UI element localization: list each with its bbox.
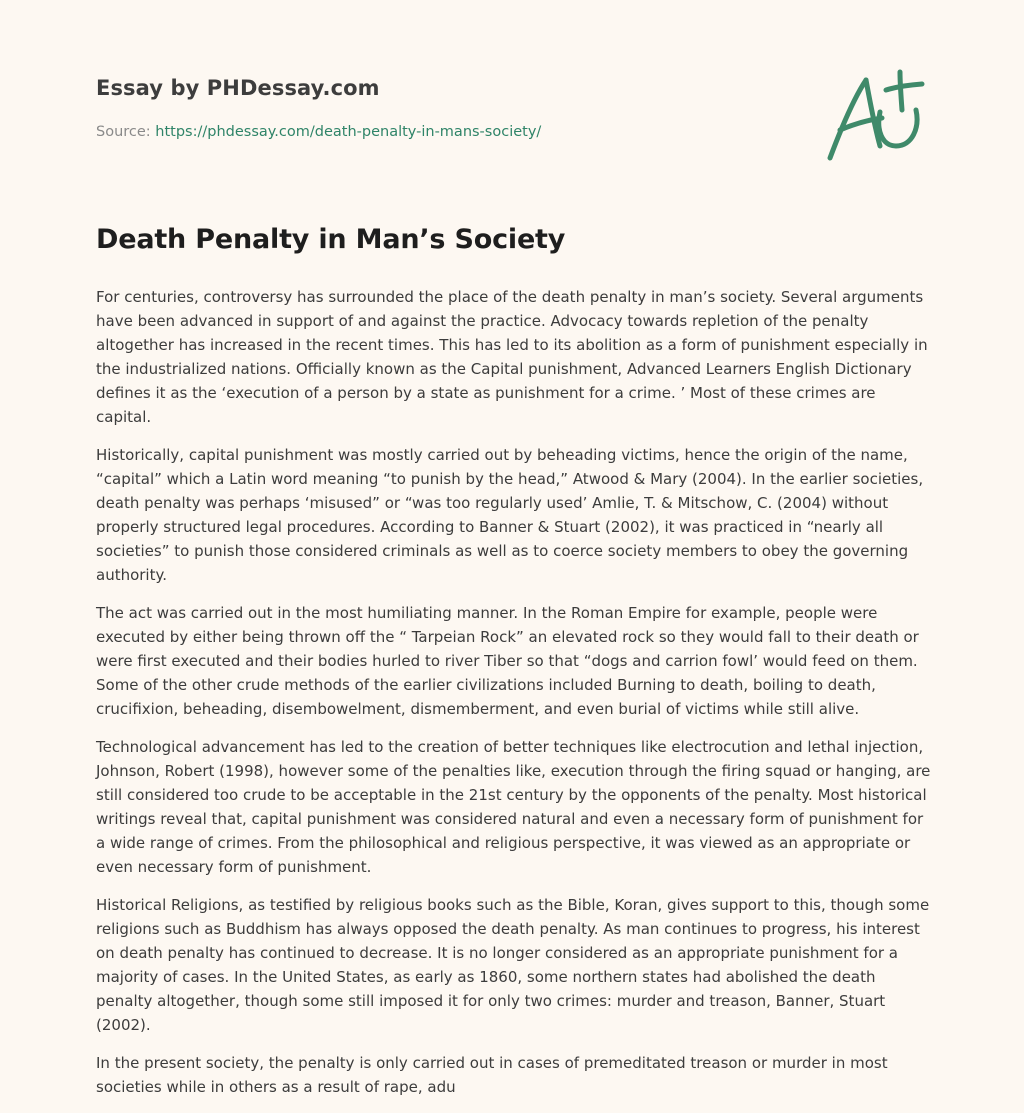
source-line: [96, 124, 541, 140]
article-paragraph: For centuries, controversy has surrounded the place of the death penalty in man’s society. Several arguments have been advanced in support of and against the practice. Advocacy towards repletion of the penalty altogether has increased in the recent times. This has led to its abolition as a form of punishment especially in the industrialized nations. Officially known as the Capital punishment, Advanced Learners English Dictionary defines it as the ‘execution of a person by a state as punishment for a crime. ’ Most of these crimes are capital.: [96, 288, 928, 426]
a-plus-logo-icon: [820, 66, 930, 166]
article-paragraph: The act was carried out in the most humiliating manner. In the Roman Empire for example, people were executed by either being thrown off the “ Tarpeian Rock” an elevated rock so they would fall to their death or were first executed and their bodies hurled to river Tiber so that “dogs and carrion fowl’ would feed on them. Some of the other crude methods of the earlier civilizations included Burning to death, boiling to death, crucifixion, beheading, disembowelment, dismemberment, and even burial of victims while still alive.: [96, 604, 919, 718]
article-paragraph: Technological advancement has led to the creation of better techniques like electrocution and lethal injection, Johnson, Robert (1998), however some of the penalties like, execution through the firing squad or hanging, are still considered too crude to be acceptable in the 21st century by the opponents of the penalty. Most historical writings reveal that, capital punishment was considered natural and even a necessary form of punishment for a wide range of crimes. From the philosophical and religious perspective, it was viewed as an appropriate or even necessary form of punishment.: [96, 738, 931, 876]
article-body: [96, 285, 934, 1113]
article-paragraph: Historical Religions, as testified by religious books such as the Bible, Koran, gives support to this, though some religions such as Buddhism has always opposed the death penalty. As man continues to progress, his interest on death penalty has continued to decrease. It is no longer considered as an appropriate punishment for a majority of cases. In the United States, as early as 1860, some northern states had abolished the death penalty altogether, though some still imposed it for only two crimes: murder and treason, Banner, Stuart (2002).: [96, 896, 930, 1034]
source-link[interactable]: https://phdessay.com/death-penalty-in-mans-society/: [155, 124, 542, 140]
article-paragraph: In the present society, the penalty is only carried out in cases of premeditated treason or murder in most societies while in others as a result of rape, adu: [96, 1054, 888, 1096]
site-brand: Essay by PHDessay.com: [96, 76, 380, 100]
source-label: Source:: [96, 124, 156, 140]
article-title: Death Penalty in Man’s Society: [96, 224, 566, 255]
article-paragraph: Historically, capital punishment was mostly carried out by beheading victims, hence the origin of the name, “capital” which a Latin word meaning “to punish by the head,” Atwood & Mary (2004). In the earlier societies, death penalty was perhaps ‘misused” or “was too regularly used’ Amlie, T. & Mitschow, C. (2004) without properly structured legal procedures. According to Banner & Stuart (2002), it was practiced in “nearly all societies” to punish those considered criminals as well as to coerce society members to obey the governing authority.: [96, 446, 924, 584]
